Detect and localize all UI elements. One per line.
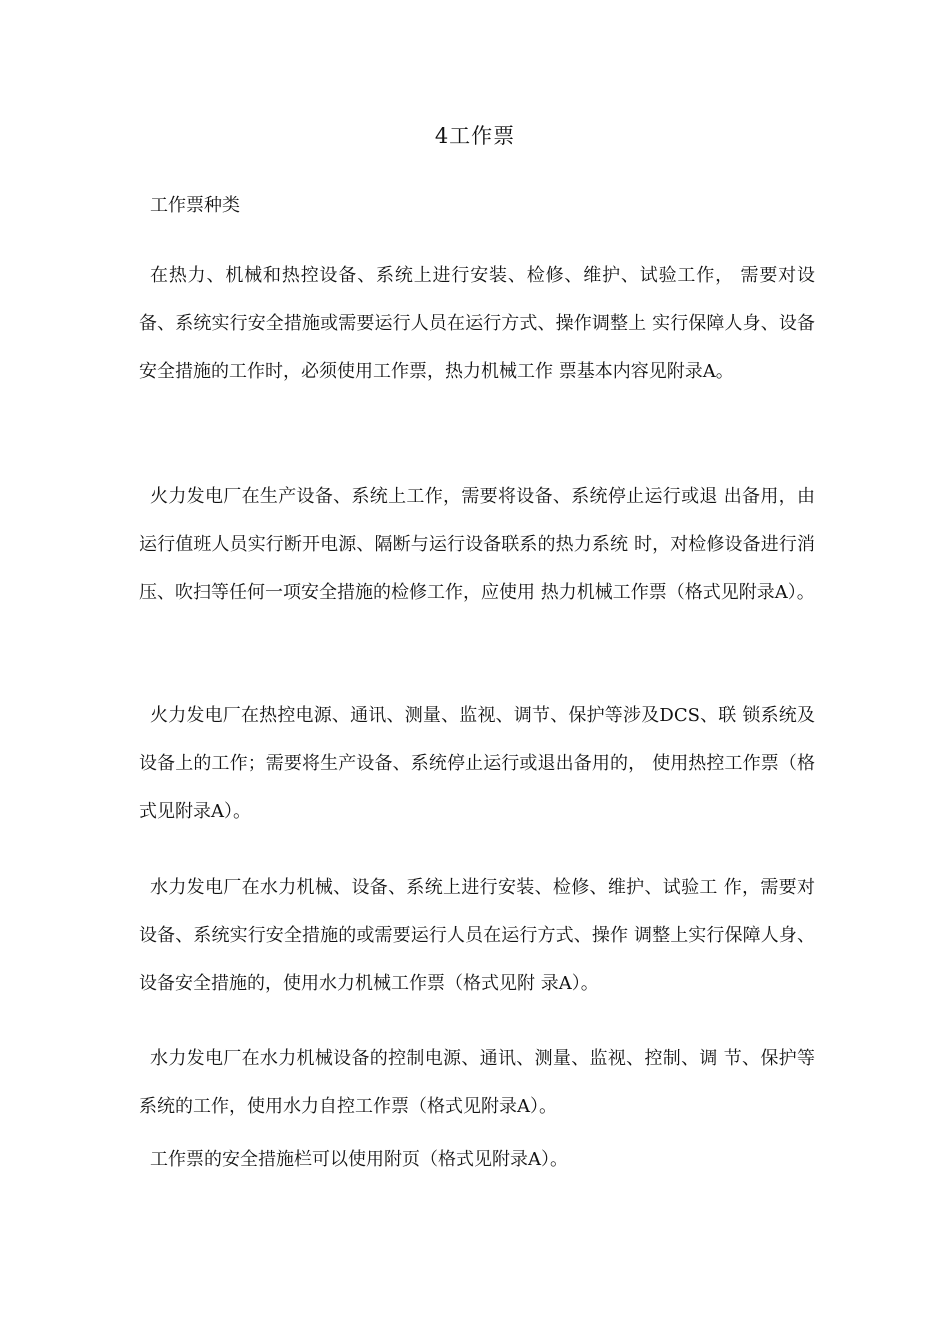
paragraph: 水力发电厂在水力机械、设备、系统上进行安装、检修、维护、试验工 作，需要对设备、系统实行安全措施的或需要运行人员在运行方式、操作 调整上实行保障人身、设备安全措施的，使用水力机械工作票（格式见附 录A）。 bbox=[139, 877, 815, 994]
paragraph: 火力发电厂在生产设备、系统上工作，需要将设备、系统停止运行或退 出备用，由运行值班人员实行断开电源、隔断与运行设备联系的热力系统 时，对检修设备进行消压、吹扫等任何一项安全措施的检修工作，应使用 热力机械工作票（格式见附录A）。 bbox=[139, 486, 815, 603]
paragraph: 火力发电厂在热控电源、通讯、测量、监视、调节、保护等涉及DCS、联 锁系统及设备上的工作；需要将生产设备、系统停止运行或退出备用的， 使用热控工作票（格式见附录A）。 bbox=[139, 705, 815, 822]
document-title: 4工作票 bbox=[434, 124, 516, 148]
paragraph: 在热力、机械和热控设备、系统上进行安装、检修、维护、试验工作， 需要对设备、系统实行安全措施或需要运行人员在运行方式、操作调整上 实行保障人身、设备安全措施的工作时，必须使用工作票，热力机械工作 票基本内容见附录A。 bbox=[139, 265, 815, 382]
paragraph: 水力发电厂在水力机械设备的控制电源、通讯、测量、监视、控制、调 节、保护等系统的工作，使用水力自控工作票（格式见附录A）。 bbox=[139, 1048, 815, 1117]
closing-line: 工作票的安全措施栏可以使用附页（格式见附录A）。 bbox=[150, 1149, 568, 1170]
section-heading: 工作票种类 bbox=[150, 195, 240, 216]
